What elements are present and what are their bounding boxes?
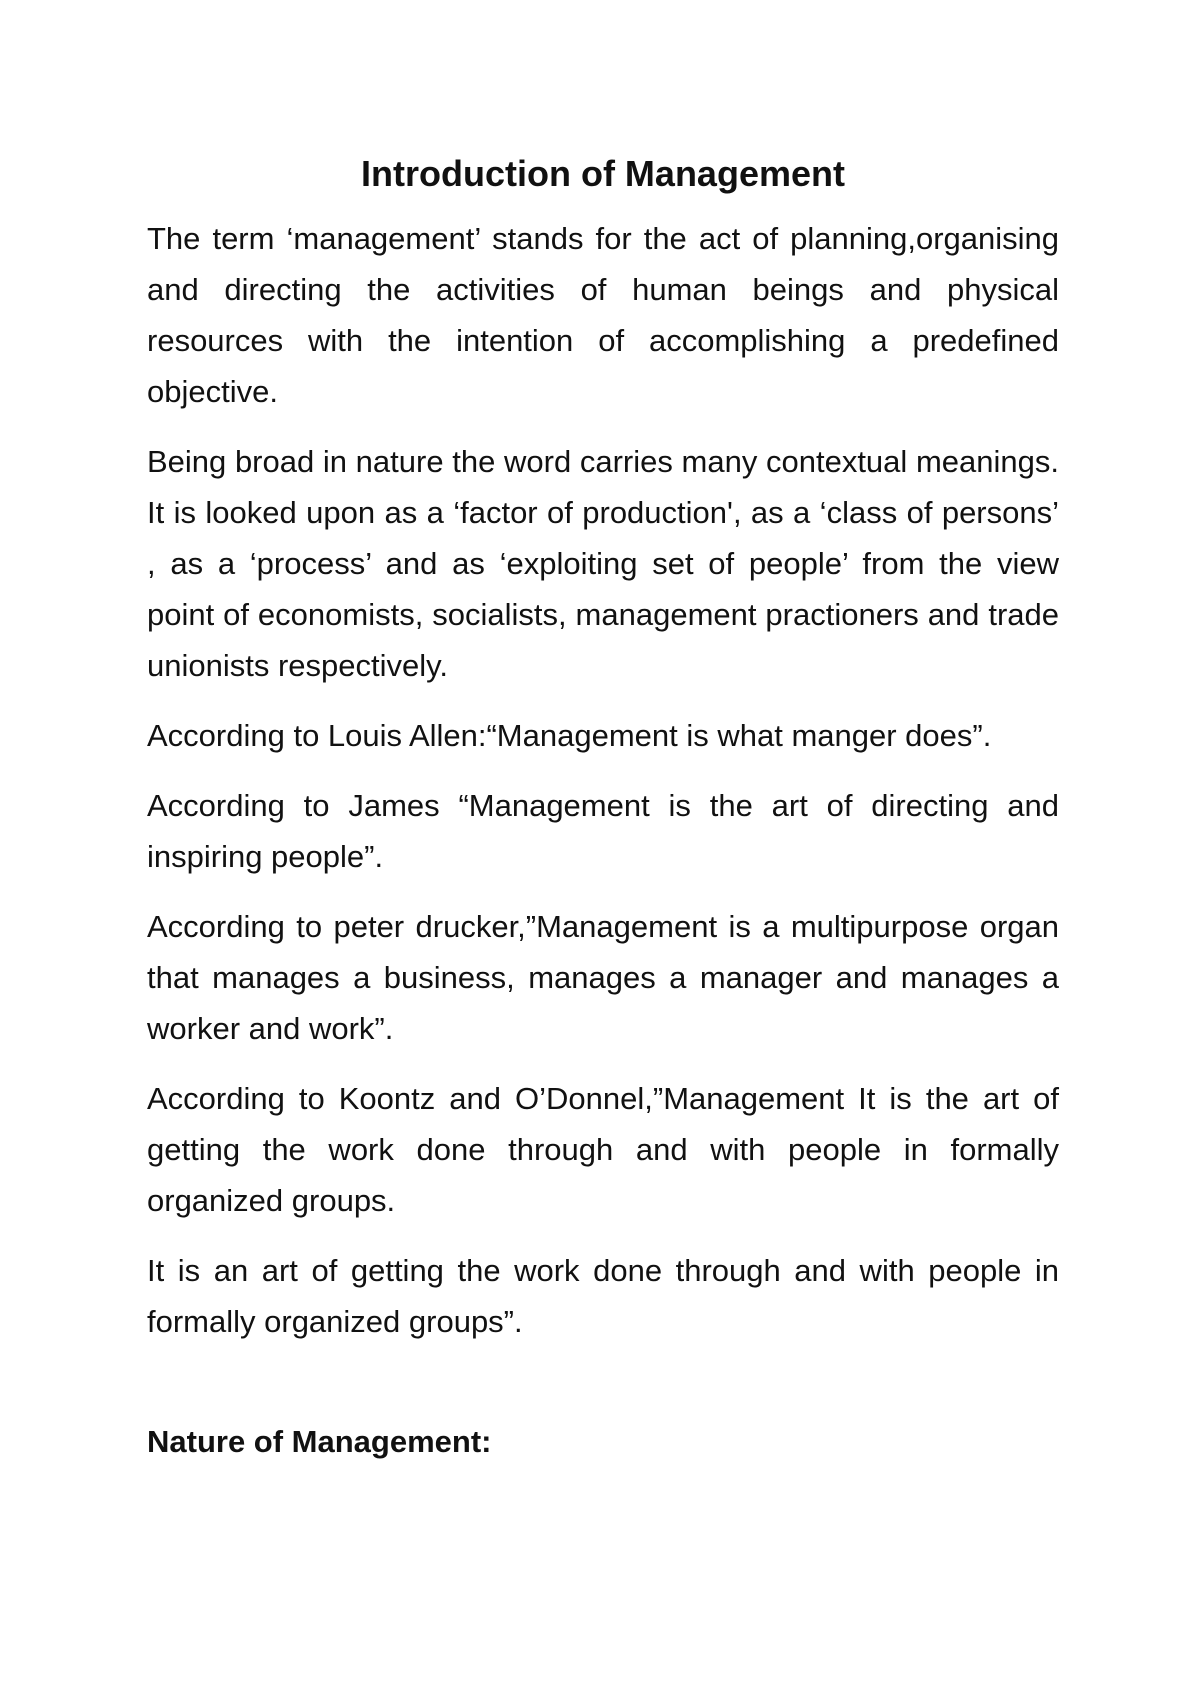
paragraph-koontz-odonnel: According to Koontz and O’Donnel,”Management It is the art of getting the work done through and with people in formally organized groups. bbox=[147, 1081, 1059, 1218]
document-title: Introduction of Management bbox=[361, 153, 845, 194]
paragraph-art-of-getting-work-done: It is an art of getting the work done through and with people in formally organized groups”. bbox=[147, 1253, 1059, 1339]
paragraph-contextual-meanings: Being broad in nature the word carries many contextual meanings. It is looked upon as a ‘factor of production', as a ‘class of persons’ , as a ‘process’ and as ‘exploiting set of people’ from the view point of economists, socialists, management practioners and trade unionists respectively. bbox=[147, 444, 1059, 683]
paragraph-peter-drucker: According to peter drucker,”Management is a multipurpose organ that manages a business, manages a manager and manages a worker and work”. bbox=[147, 909, 1059, 1046]
paragraph-james: According to James “Management is the art of directing and inspiring people”. bbox=[147, 788, 1059, 874]
section-heading-nature: Nature of Management: bbox=[147, 1424, 492, 1459]
document-content bbox=[147, 150, 1059, 1467]
section-spacer bbox=[147, 1366, 1059, 1416]
paragraph-definition: The term ‘management’ stands for the act of planning,organising and directing the activities of human beings and physical resources with the intention of accomplishing a predefined objective. bbox=[147, 221, 1059, 409]
paragraph-louis-allen: According to Louis Allen:“Management is what manger does”. bbox=[147, 718, 992, 753]
